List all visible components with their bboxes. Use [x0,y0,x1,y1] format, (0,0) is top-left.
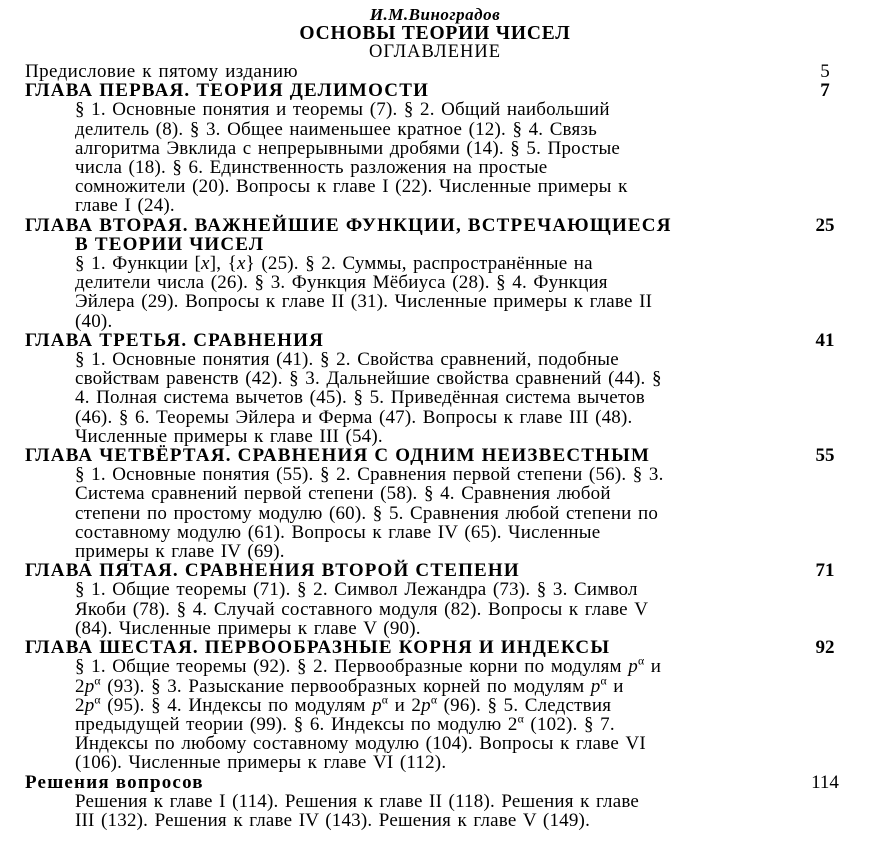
section-line: свойствам равенств (42). § 3. Дальнейшие свойства сравнений (44). § [75,368,662,390]
section-line: степени по простому модулю (60). § 5. Сравнения любой степени по [75,502,659,524]
entry-title [25,216,798,254]
section-line: $2p^\alpha$ (95). § 4. Индексы по модулям $p^\alpha$ и $2p^\alpha$ (96). § 5. Следствия [75,693,612,716]
section-line: сомножители (20). Вопросы к главе I (22). Численные примеры к [75,176,628,198]
section-line: § 1. Основные понятия и теоремы (7). § 2. Общий наибольший [75,99,610,121]
section-line: Индексы по любому составному модулю (104). Вопросы к главе VI [75,733,646,755]
section-line: главе I (24). [75,195,175,217]
entry-title-line: ГЛАВА ПЕРВАЯ. ТЕОРИЯ ДЕЛИМОСТИ [25,80,430,102]
entry-title-line: ГЛАВА ШЕСТАЯ. ПЕРВООБРАЗНЫЕ КОРНЯ И ИНДЕКСЫ [25,637,611,659]
entry-title-line: ГЛАВА ЧЕТВЁРТАЯ. СРАВНЕНИЯ С ОДНИМ НЕИЗВЕСТНЫМ [25,445,651,467]
section-line: Якоби (78). § 4. Случай составного модуля (82). Вопросы к главе V [75,598,649,620]
entry-title [25,446,798,465]
entry-title [25,62,798,81]
page-number: 7 [820,80,830,102]
section-line: $2p^\alpha$ (93). § 3. Разыскание первообразных корней по модулям $p^\alpha$ и [75,674,624,697]
page-header [0,5,870,62]
section-line: Численные примеры к главе III (54). [75,425,383,447]
entry-title-line: ГЛАВА ВТОРАЯ. ВАЖНЕЙШИЕ ФУНКЦИИ, ВСТРЕЧАЮЩИЕСЯ [25,214,672,236]
section-list [25,654,852,774]
section-list [25,100,852,215]
toc-entry [25,62,852,81]
page-number: 92 [815,637,835,659]
section-list [25,350,852,446]
section-line: (106). Численные примеры к главе VI (112). [75,752,447,774]
section-line: (84). Численные примеры к главе V (90). [75,617,421,639]
section-line: § 1. Общие теоремы (71). § 2. Символ Лежандра (73). § 3. Символ [75,579,638,601]
section-line: примеры к главе IV (69). [75,541,285,563]
section-list [25,254,852,331]
page-number: 55 [815,445,835,467]
page-number: 25 [815,214,835,236]
entry-title-line: ГЛАВА ТРЕТЬЯ. СРАВНЕНИЯ [25,329,325,351]
section-line: § 1. Основные понятия (41). § 2. Свойства сравнений, подобные [75,349,619,371]
book-title: ОСНОВЫ ТЕОРИИ ЧИСЕЛ [299,23,571,44]
toc-entry [25,81,852,100]
section-line: Решения к главе I (114). Решения к главе II (118). Решения к главе [75,790,640,812]
author-name: И.М.Виноградов [369,5,501,24]
section-line: § 1. Основные понятия (55). § 2. Сравнения первой степени (56). § 3. [75,464,664,486]
section-line: делитель (8). § 3. Общее наименьшее кратное (12). § 4. Связь [75,118,597,140]
section-line: 4. Полная система вычетов (45). § 5. Приведённая система вычетов [75,387,645,409]
section-list [25,465,852,561]
section-line: § 1. Функции [x], {x} (25). § 2. Суммы, распространённые на [75,253,593,275]
toc-entry [25,773,852,792]
section-line: III (132). Решения к главе IV (143). Решения к главе V (149). [75,809,591,831]
section-line: составному модулю (61). Вопросы к главе IV (65). Численные [75,521,601,543]
section-line: (40). [75,310,113,332]
toc-heading: ОГЛАВЛЕНИЕ [368,42,502,62]
page-number: 41 [815,329,835,351]
section-line: Система сравнений первой степени (58). § 4. Сравнения любой [75,483,611,505]
entry-title-continuation: В ТЕОРИИ ЧИСЕЛ [75,233,265,255]
entry-title [25,638,798,657]
entry-title-line: ГЛАВА ПЯТАЯ. СРАВНЕНИЯ ВТОРОЙ СТЕПЕНИ [25,560,520,582]
entry-title [25,561,798,580]
section-line: (46). § 6. Теоремы Эйлера и Ферма (47). Вопросы к главе III (48). [75,406,633,428]
toc-entry [25,446,852,465]
entry-title [25,81,798,100]
section-list [25,792,852,830]
entry-title-line: Предисловие к пятому изданию [25,61,298,82]
entry-title-line: Решения вопросов [25,771,204,793]
section-line: алгоритма Эвклида с непрерывными дробями (14). § 5. Простые [75,137,621,159]
page-number: 71 [815,560,835,582]
entry-title [25,331,798,350]
section-line: § 1. Общие теоремы (92). § 2. Первообразные корни по модулям $p^\alpha$ и [75,654,662,678]
toc-entry [25,638,852,657]
entry-title [25,773,798,792]
section-line: делители числа (26). § 3. Функция Мёбиуса (28). § 4. Функция [75,272,608,294]
toc-entry [25,216,852,254]
page-number: 5 [820,61,830,82]
toc-entry [25,561,852,580]
section-line: числа (18). § 6. Единственность разложения на простые [75,157,548,179]
section-line: предыдущей теории (99). § 6. Индексы по модулю $2^\alpha$ (102). § 7. [75,712,615,735]
toc-entries [25,62,852,830]
toc-entry [25,331,852,350]
section-line: Эйлера (29). Вопросы к главе II (31). Численные примеры к главе II [75,291,653,313]
section-list [25,580,852,638]
page-number: 114 [811,771,839,793]
